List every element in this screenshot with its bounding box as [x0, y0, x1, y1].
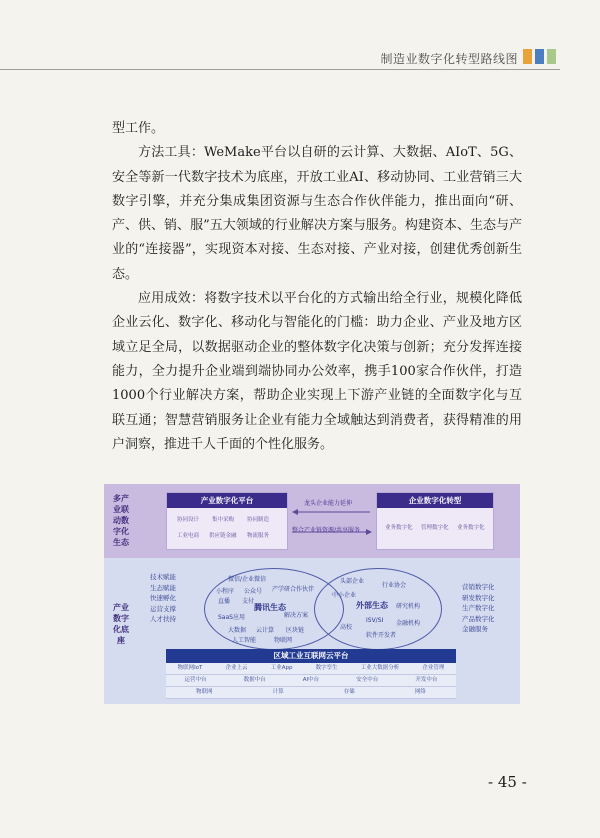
arrow-label-bottom: 整合产业链资源/共享服务 [292, 527, 361, 534]
platform-item: 协同制造 [247, 517, 270, 523]
body-text [112, 117, 522, 457]
platform-cell: 物联网 [196, 689, 213, 695]
foundation-side-label: 产业数字化底座 [113, 603, 129, 645]
header-rule [0, 69, 560, 70]
tencent-eco-item: 产学研合作伙伴 [272, 586, 315, 593]
platform-cell: 工业App [270, 665, 293, 671]
tencent-ecosystem-title: 腾讯生态 [254, 603, 286, 612]
header-color-squares [523, 49, 556, 64]
platform-cell: 安全中台 [356, 677, 379, 683]
header-square-orange [523, 49, 532, 64]
list-item: 金融服务 [462, 625, 488, 633]
architecture-figure [104, 484, 520, 704]
list-item: 运营支撑 [150, 604, 176, 613]
transformation-item: 业务数字化 [385, 525, 413, 531]
platform-cell: 网络 [414, 689, 426, 695]
enterprise-transformation-title: 企业数字化转型 [377, 493, 493, 508]
platform-item: 集中采购 [212, 517, 235, 523]
list-item: 人才扶持 [150, 615, 176, 623]
external-eco-item: 金融机构 [396, 620, 421, 627]
arrowhead-right [366, 529, 372, 535]
tencent-eco-item: 大数据 [228, 627, 247, 634]
list-item: 营销数字化 [462, 583, 495, 591]
platform-item: 协同设计 [177, 517, 200, 523]
platform-cell: 运营中台 [184, 677, 207, 683]
tencent-eco-item: SaaS应用 [218, 614, 245, 621]
industry-platform-title: 产业数字化平台 [167, 493, 287, 508]
tencent-eco-item: 小程序 [216, 588, 235, 595]
cloud-platform-layers [166, 663, 456, 699]
tencent-eco-item: 支付 [242, 598, 255, 605]
list-item: 技术赋能 [150, 573, 176, 581]
list-item: 生产数字化 [462, 604, 495, 612]
transformation-item: 业务数字化 [457, 525, 485, 531]
platform-layer-row [166, 687, 456, 699]
external-eco-item: 研究机构 [396, 603, 421, 610]
right-digital-list [462, 582, 495, 635]
external-eco-item: 行业协会 [382, 582, 407, 589]
external-eco-item: 头部企业 [340, 578, 365, 585]
tencent-eco-item: 微信/企业微信 [228, 576, 267, 583]
list-item: 产品数字化 [462, 614, 495, 623]
platform-cell: 工业大数据分析 [360, 665, 400, 671]
platform-cell: 企业管理 [422, 665, 445, 671]
tencent-eco-item: 解决方案 [284, 612, 309, 619]
paragraph-method-tools: 方法工具：WeMake平台以自研的云计算、大数据、AIoT、5G、安全等新一代数字技术为底座，开放工业AI、移动协同、工业营销三大数字引擎，并充分集成集团资源与生态合作伙伴能力，推出面向“研、产、供、销、服”五大领域的行业解决方案与服务。构建资本、生态与产业的“连接器”，实现资本对接、生态对接、产业对接，创建优秀创新生态。 [112, 145, 522, 282]
tencent-eco-item: 人工智能 [232, 637, 257, 644]
tencent-eco-item: 物联网 [274, 637, 293, 644]
external-eco-item: 软件开发者 [366, 632, 397, 639]
page-number: - 45 - [488, 773, 527, 791]
platform-cell: 企业上云 [225, 665, 248, 671]
tencent-eco-item: 直播 [218, 598, 231, 605]
running-header-title: 制造业数字化转型路线图 [380, 52, 518, 66]
external-ecosystem-title: 外部生态 [356, 601, 388, 610]
industry-platform-box [166, 492, 288, 550]
list-item: 快速孵化 [150, 594, 176, 602]
platform-layer-row [166, 675, 456, 687]
tencent-eco-item: 云计算 [256, 627, 275, 634]
external-eco-item: 高校 [340, 624, 353, 631]
platform-item: 物流服务 [247, 533, 270, 539]
platform-cell: 数字孪生 [315, 665, 338, 671]
arrowhead-left [292, 509, 298, 515]
platform-layer-row [166, 663, 456, 675]
external-eco-item: 中小企业 [332, 592, 357, 599]
external-eco-item: ISV/SI [366, 617, 384, 624]
enterprise-transformation-box [376, 492, 494, 550]
header-square-green [547, 49, 556, 64]
list-item: 研发数字化 [462, 593, 495, 602]
tencent-eco-item: 公众号 [244, 588, 263, 595]
list-item: 生态赋能 [150, 583, 176, 592]
bidirectional-arrows [290, 502, 374, 542]
cloud-platform-title: 区域工业互联网云平台 [166, 649, 456, 663]
platform-cell: 存储 [343, 689, 355, 695]
platform-cell: 数据中台 [243, 677, 266, 683]
arrow-label-top: 龙头企业能力延伸 [304, 500, 353, 507]
tencent-eco-item: 区块链 [286, 627, 305, 634]
paragraph-application-results: 应用成效：将数字技术以平台化的方式输出给全行业，规模化降低企业云化、数字化、移动化与智能化的门槛：助力企业、产业及地方区域立足全局，以数据驱动企业的整体数字化决策与创新；充分发挥连接能力，全力提升企业端到端协同办公效率，携手100家合作伙伴，打造1000个行业解决方案，帮助企业实现上下游产业链的全面数字化与互联互通；智慧营销服务让企业有能力全域触达到消费者，获得精准的用户洞察，推进千人千面的个性化服务。 [112, 291, 522, 452]
paragraph-continuation: 型工作。 [112, 121, 165, 136]
ecosystem-side-label: 多产业联动数字化生态 [113, 494, 129, 547]
left-support-list [150, 572, 176, 625]
platform-cell: AI中台 [302, 677, 320, 683]
header-square-blue [535, 49, 544, 64]
platform-cell: 计算 [272, 689, 284, 695]
platform-item: 工业电商 [177, 533, 200, 539]
transformation-item: 管理数字化 [421, 525, 449, 531]
platform-cell: 开发中台 [415, 677, 438, 683]
platform-cell: 物联网IoT [177, 665, 203, 671]
platform-item: 供应链金融 [209, 533, 237, 539]
